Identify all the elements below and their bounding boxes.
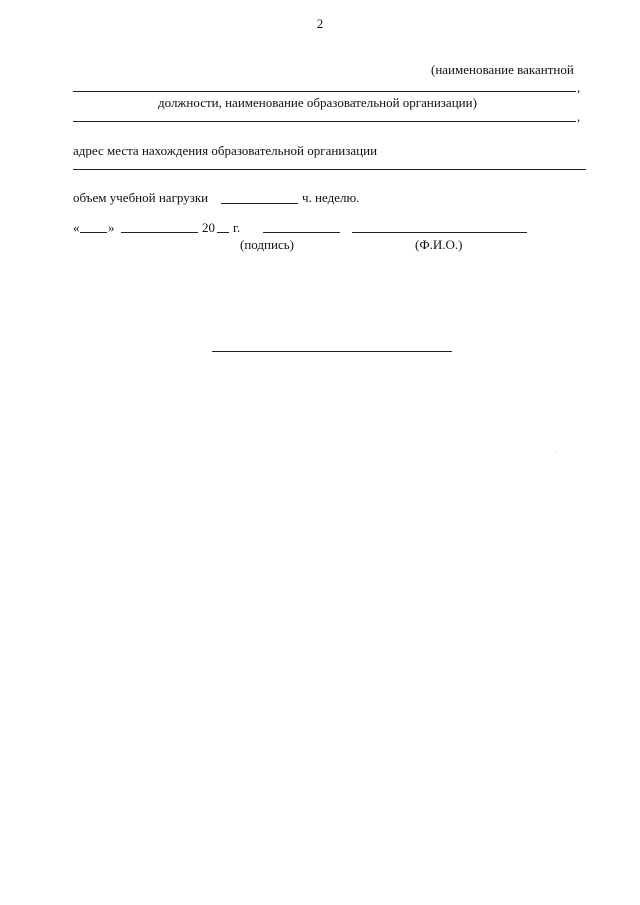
page-number: 2 (316, 16, 324, 31)
year-prefix: 20 (202, 220, 215, 235)
signature-caption: (подпись) (240, 237, 294, 252)
day-blank[interactable] (80, 232, 107, 233)
year-blank[interactable] (217, 232, 229, 233)
vacancy-caption: (наименование вакантной (431, 62, 574, 77)
scan-speck (556, 452, 557, 453)
workload-caption: объем учебной нагрузки (73, 190, 209, 205)
date-open-quote: « (73, 220, 80, 235)
workload-blank[interactable] (221, 203, 298, 204)
fio-caption: (Ф.И.О.) (415, 237, 463, 252)
signature-line[interactable] (263, 232, 340, 233)
address-caption: адрес места нахождения образовательной организации (73, 143, 378, 158)
vacancy-name-line[interactable] (73, 91, 576, 92)
date-close-quote: » (108, 220, 115, 235)
line-comma: , (577, 109, 581, 124)
line-comma: , (577, 80, 581, 95)
position-caption: должности, наименование образовательной организации) (158, 95, 477, 110)
month-blank[interactable] (121, 232, 198, 233)
end-divider (212, 351, 452, 352)
fio-line[interactable] (352, 232, 527, 233)
address-line[interactable] (73, 169, 586, 170)
position-line[interactable] (73, 121, 576, 122)
workload-unit: ч. неделю. (302, 190, 360, 205)
year-suffix: г. (233, 220, 241, 235)
